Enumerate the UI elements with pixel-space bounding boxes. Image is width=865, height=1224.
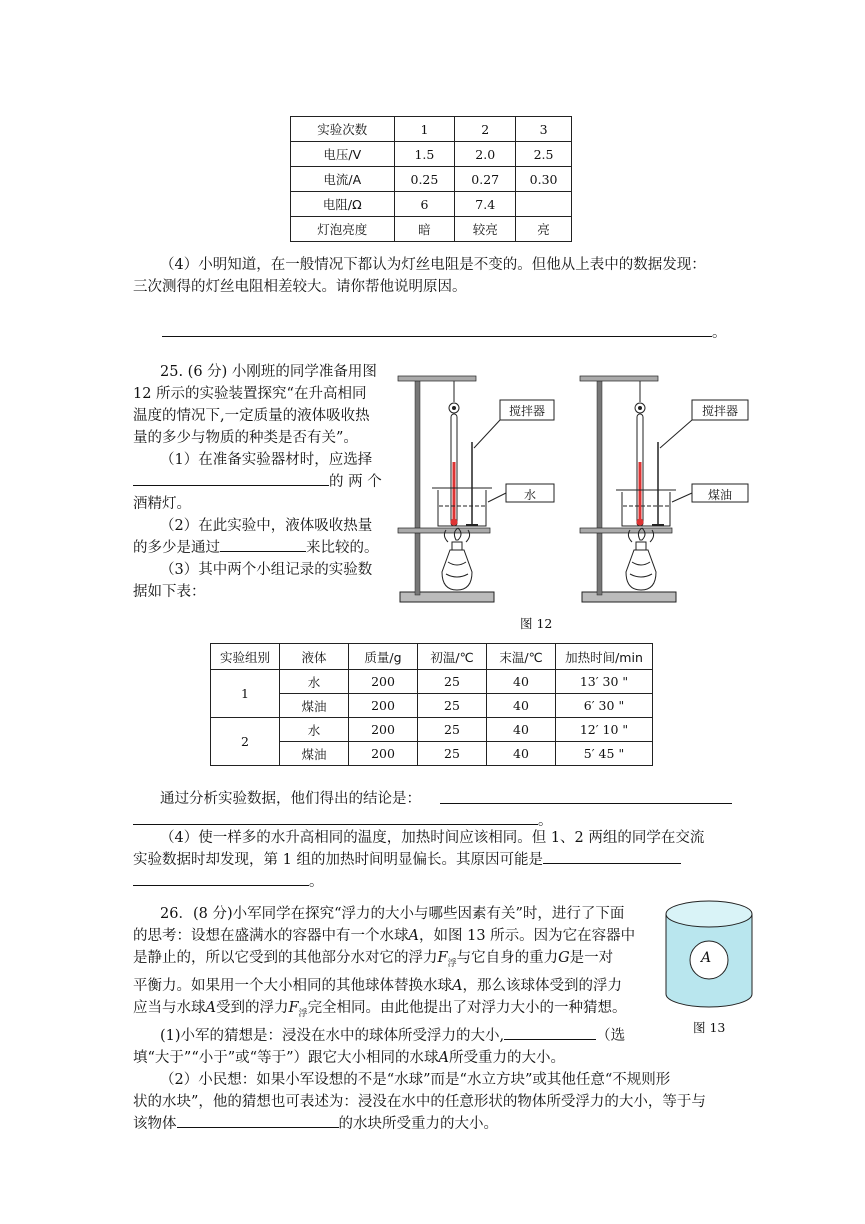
table-cell: 2.0 bbox=[455, 142, 516, 167]
question-text: 据如下表： bbox=[133, 584, 206, 600]
period: 。 bbox=[309, 874, 324, 890]
question-text: （4）小明知道，在一般情况下都认为灯丝电阻是不变的。但他从上表中的数据发现： bbox=[160, 257, 706, 273]
question-text: 三次测得的灯丝电阻相差较大。请你帮他说明原因。 bbox=[133, 279, 467, 295]
answer-blank[interactable] bbox=[162, 336, 712, 337]
question-text: 26．(8 分)小军同学在探究“浮力的大小与哪些因素有关”时，进行了下面 bbox=[160, 906, 625, 922]
question-text: 的多少是通过 bbox=[133, 540, 220, 556]
answer-blank[interactable] bbox=[543, 849, 681, 864]
table-cell: 煤油 bbox=[280, 742, 349, 766]
table-cell: 水 bbox=[280, 670, 349, 694]
group-cell: 1 bbox=[211, 670, 280, 718]
question-text: 来比较的。 bbox=[306, 540, 379, 556]
table-cell: 2.5 bbox=[516, 142, 572, 167]
stirrer-label: 搅拌器 bbox=[701, 404, 738, 418]
answer-blank[interactable] bbox=[177, 1113, 339, 1128]
question-text: （3）其中两个小组记录的实验数 bbox=[160, 562, 373, 578]
table-header-cell: 液体 bbox=[280, 644, 349, 670]
question-text: 平衡力。如果用一个大小相同的其他球体替换水球A，那么该球体受到的浮力 bbox=[133, 977, 622, 994]
period: 。 bbox=[712, 325, 727, 341]
question-text: 填“大于”“小于”或“等于”）跟它大小相同的水球A所受重力的大小。 bbox=[133, 1049, 565, 1066]
table-cell: 25 bbox=[418, 694, 487, 718]
table-header-cell: 末温/℃ bbox=[487, 644, 556, 670]
table-cell: 亮 bbox=[516, 217, 572, 242]
table-row-label: 灯泡亮度 bbox=[291, 217, 395, 242]
table-cell: 煤油 bbox=[280, 694, 349, 718]
question-text: （2）在此实验中，液体吸收热量 bbox=[160, 518, 373, 534]
table-cell bbox=[516, 192, 572, 217]
question-24-4 bbox=[160, 254, 706, 276]
question-text: 该物体 的水块所受重力的大小。 bbox=[133, 1113, 706, 1135]
question-25-4 bbox=[133, 827, 704, 893]
table-cell: 200 bbox=[349, 742, 418, 766]
table-header-cell: 2 bbox=[455, 117, 516, 142]
table-row-label: 电压/V bbox=[291, 142, 395, 167]
table-row-label: 电流/A bbox=[291, 167, 395, 192]
table-cell: 12′ 10 " bbox=[556, 718, 653, 742]
table-cell: 0.25 bbox=[394, 167, 455, 192]
question-text: 是静止的，所以它受到的其他部分水对它的浮力$F_浮$与它自身的重力G是一对 bbox=[133, 950, 614, 969]
answer-blank[interactable] bbox=[504, 1025, 596, 1040]
table-cell: 7.4 bbox=[455, 192, 516, 217]
question-text: 的思考：设想在盛满水的容器中有一个水球A，如图 13 所示。因为它在容器中 bbox=[133, 928, 636, 944]
answer-blank[interactable] bbox=[133, 824, 538, 825]
table-cell: 6′ 30 " bbox=[556, 694, 653, 718]
table-cell: 6 bbox=[394, 192, 455, 217]
table-cell: 200 bbox=[349, 694, 418, 718]
answer-blank[interactable] bbox=[133, 471, 329, 486]
table-header-cell: 实验组别 bbox=[211, 644, 280, 670]
answer-blank[interactable] bbox=[440, 803, 732, 804]
question-text: （1）在准备实验器材时，应选择 bbox=[160, 452, 373, 468]
table-cell: 暗 bbox=[394, 217, 455, 242]
table-header-cell: 实验次数 bbox=[291, 117, 395, 142]
heating-data-table bbox=[210, 643, 653, 766]
figure-caption: 图 13 bbox=[693, 1020, 726, 1035]
question-text: 应当与水球A受到的浮力$F_浮$完全相同。由此他提出了对浮力大小的一种猜想。 bbox=[133, 999, 627, 1019]
question-text: 实验数据时却发现，第 1 组的加热时间明显偏长。其原因可能是 bbox=[133, 852, 543, 868]
question-26 bbox=[133, 903, 706, 1135]
table-cell: 25 bbox=[418, 718, 487, 742]
question-text: （2）小民想：如果小军设想的不是“水球”而是“水立方块”或其他任意“不规则形 bbox=[160, 1071, 671, 1088]
answer-blank[interactable] bbox=[133, 871, 309, 886]
table-cell: 25 bbox=[418, 670, 487, 694]
question-text: （4）使一样多的水升高相同的温度，加热时间应该相同。但 1、2 两组的同学在交流 bbox=[160, 830, 705, 846]
table-cell: 40 bbox=[487, 694, 556, 718]
table-cell: 200 bbox=[349, 670, 418, 694]
table-header-cell: 加热时间/min bbox=[556, 644, 653, 670]
table-cell: 较亮 bbox=[455, 217, 516, 242]
question-text: 酒精灯。 bbox=[133, 496, 191, 512]
table-cell: 40 bbox=[487, 670, 556, 694]
kerosene-label: 煤油 bbox=[707, 488, 732, 502]
table-cell: 200 bbox=[349, 718, 418, 742]
stirrer-label: 搅拌器 bbox=[508, 404, 545, 418]
question-text: 的 两 个 bbox=[329, 474, 382, 490]
table-cell: 0.27 bbox=[455, 167, 516, 192]
period: 。 bbox=[538, 813, 553, 829]
water-label: 水 bbox=[523, 488, 536, 502]
question-text: 通过分析实验数据，他们得出的结论是： bbox=[160, 791, 421, 807]
question-25 bbox=[133, 361, 382, 603]
table-cell: 0.30 bbox=[516, 167, 572, 192]
group-cell: 2 bbox=[211, 718, 280, 766]
ball-label: A bbox=[701, 950, 712, 966]
answer-blank[interactable] bbox=[220, 537, 306, 552]
measurement-table bbox=[290, 116, 572, 242]
table-cell: 水 bbox=[280, 718, 349, 742]
table-cell: 40 bbox=[487, 718, 556, 742]
table-header-cell: 3 bbox=[516, 117, 572, 142]
question-text: 温度的情况下,一定质量的液体吸收热 bbox=[133, 408, 370, 424]
question-text: (1)小军的猜想是：浸没在水中的球体所受浮力的大小, （选 bbox=[133, 1025, 706, 1047]
question-text: 12 所示的实验装置探究“在升高相同 bbox=[133, 386, 367, 402]
table-cell: 1.5 bbox=[394, 142, 455, 167]
table-header-cell: 1 bbox=[394, 117, 455, 142]
question-text: 量的多少与物质的种类是否有关”。 bbox=[133, 430, 358, 446]
table-header-cell: 质量/g bbox=[349, 644, 418, 670]
question-text: 25. (6 分) 小刚班的同学准备用图 bbox=[160, 364, 377, 380]
figure-caption: 图 12 bbox=[520, 616, 553, 631]
table-row-label: 电阻/Ω bbox=[291, 192, 395, 217]
table-header-cell: 初温/℃ bbox=[418, 644, 487, 670]
table-cell: 13′ 30 " bbox=[556, 670, 653, 694]
table-cell: 25 bbox=[418, 742, 487, 766]
question-text: 状的水块”，他的猜想也可表述为：浸没在水中的任意形状的物体所受浮力的大小，等于与 bbox=[133, 1093, 706, 1110]
table-cell: 5′ 45 " bbox=[556, 742, 653, 766]
table-cell: 40 bbox=[487, 742, 556, 766]
